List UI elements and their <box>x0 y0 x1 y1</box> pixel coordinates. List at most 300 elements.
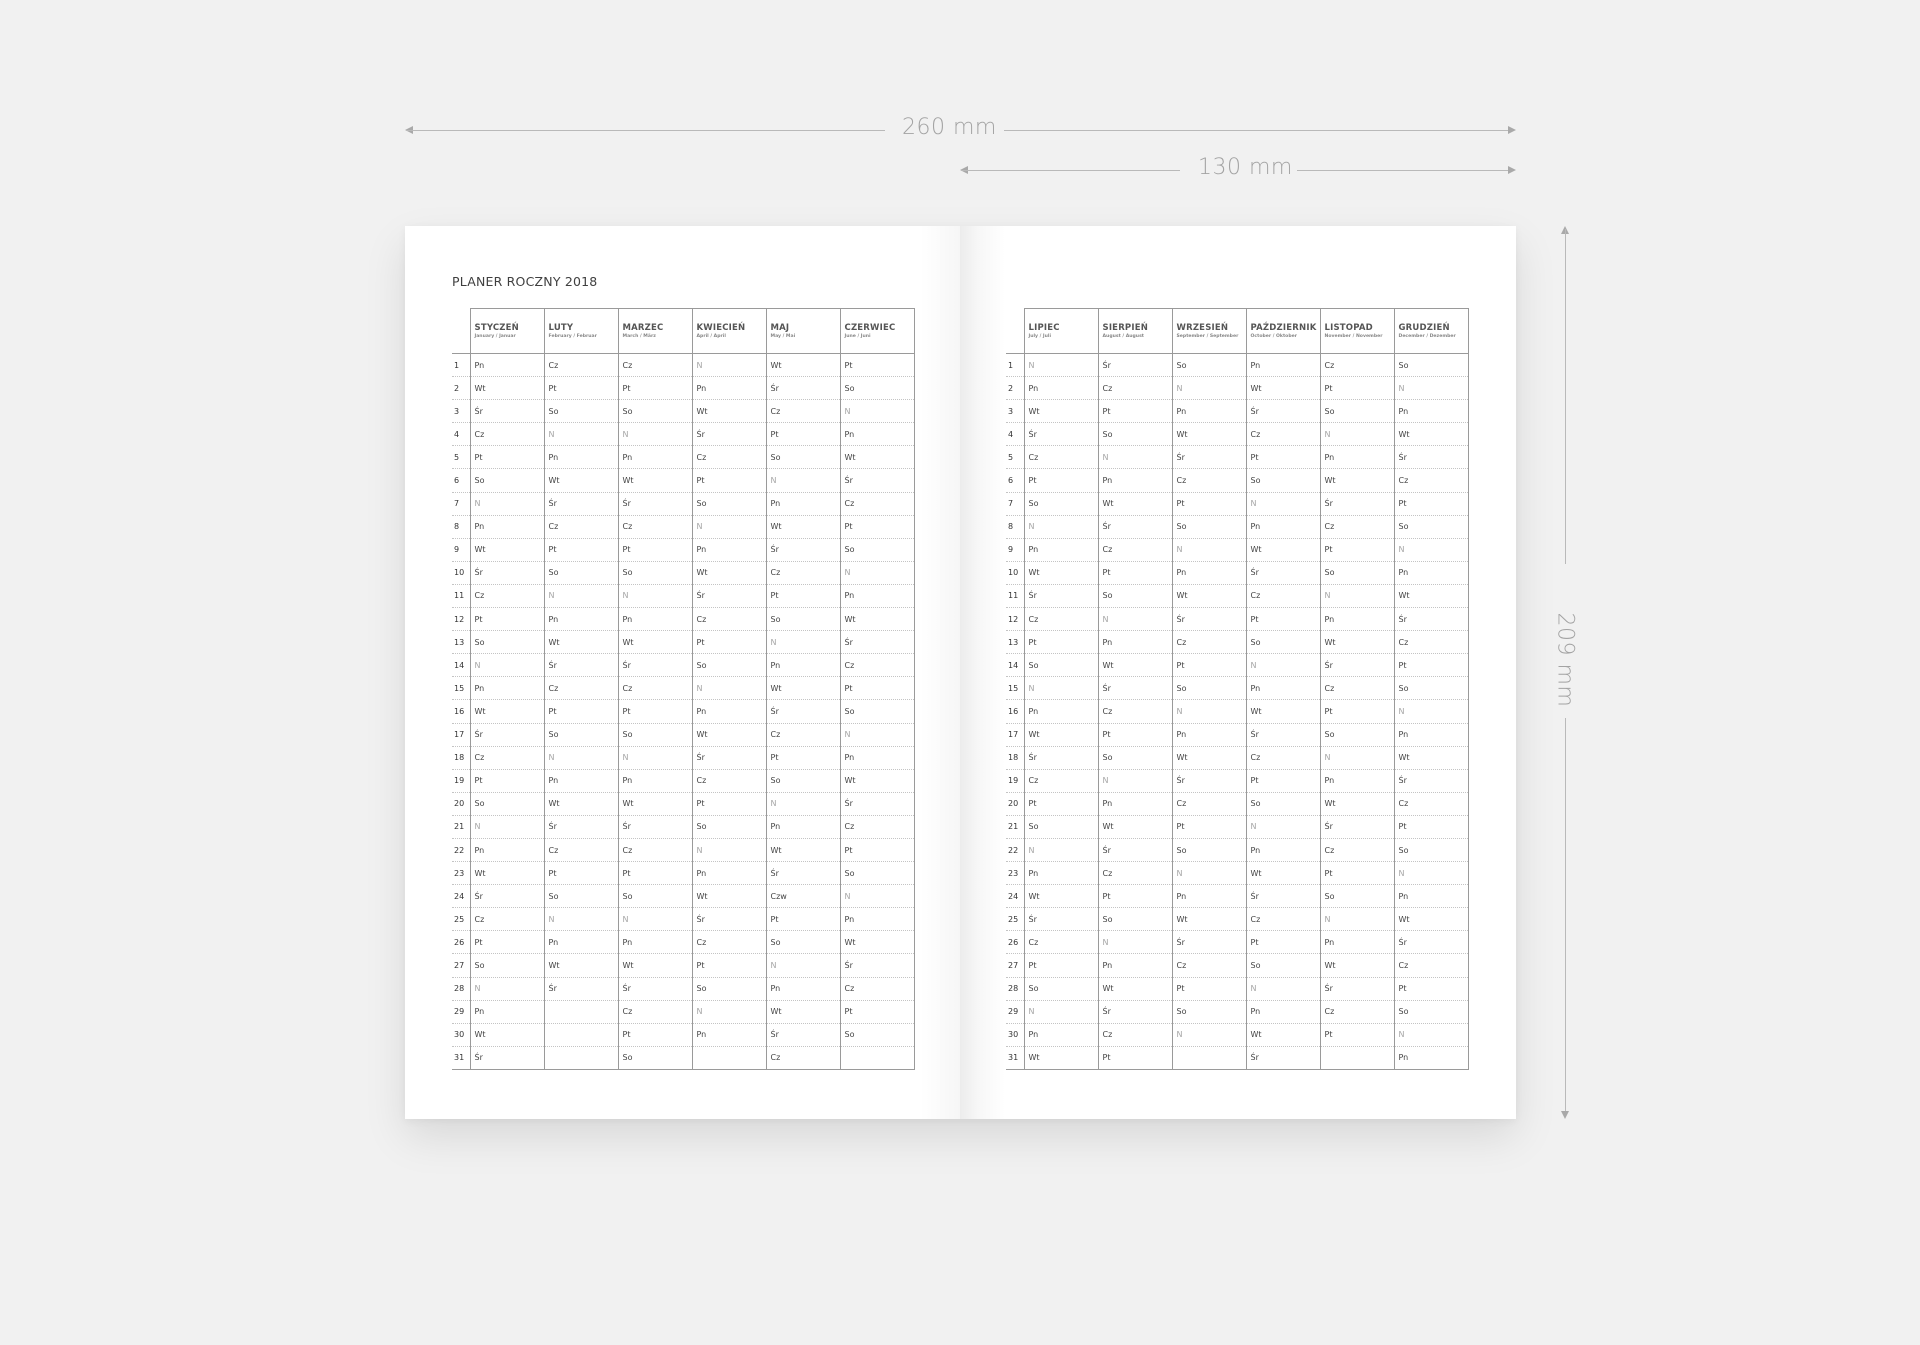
weekday-cell[interactable]: Śr <box>618 492 692 515</box>
weekday-cell[interactable]: Śr <box>1024 584 1098 607</box>
weekday-cell[interactable]: Pn <box>618 931 692 954</box>
weekday-cell[interactable]: N <box>1098 608 1172 631</box>
weekday-cell[interactable]: Wt <box>766 354 840 377</box>
weekday-cell[interactable] <box>544 1046 618 1069</box>
weekday-cell[interactable]: Pt <box>1320 377 1394 400</box>
weekday-cell[interactable]: Czw <box>766 885 840 908</box>
weekday-cell[interactable]: Pt <box>1098 400 1172 423</box>
weekday-cell[interactable]: So <box>1394 354 1468 377</box>
weekday-cell[interactable]: N <box>544 423 618 446</box>
weekday-cell[interactable]: Pt <box>1024 469 1098 492</box>
weekday-cell[interactable]: Cz <box>1098 700 1172 723</box>
weekday-cell[interactable]: So <box>1394 1000 1468 1023</box>
weekday-cell[interactable]: Pn <box>1172 885 1246 908</box>
weekday-cell[interactable]: N <box>1172 538 1246 561</box>
weekday-cell[interactable]: Pt <box>470 931 544 954</box>
weekday-cell[interactable]: Śr <box>840 954 914 977</box>
weekday-cell[interactable]: Śr <box>618 815 692 838</box>
weekday-cell[interactable]: Wt <box>1394 908 1468 931</box>
weekday-cell[interactable]: Cz <box>1320 1000 1394 1023</box>
weekday-cell[interactable]: Pt <box>766 746 840 769</box>
weekday-cell[interactable]: Pt <box>618 862 692 885</box>
weekday-cell[interactable]: Śr <box>1024 423 1098 446</box>
weekday-cell[interactable]: Śr <box>1246 885 1320 908</box>
weekday-cell[interactable]: So <box>544 723 618 746</box>
weekday-cell[interactable]: Wt <box>692 561 766 584</box>
weekday-cell[interactable]: Śr <box>470 723 544 746</box>
weekday-cell[interactable]: So <box>840 377 914 400</box>
weekday-cell[interactable]: So <box>1320 561 1394 584</box>
weekday-cell[interactable] <box>544 1000 618 1023</box>
weekday-cell[interactable]: So <box>1320 400 1394 423</box>
weekday-cell[interactable]: Śr <box>1320 654 1394 677</box>
weekday-cell[interactable]: So <box>1172 1000 1246 1023</box>
weekday-cell[interactable]: So <box>1024 977 1098 1000</box>
weekday-cell[interactable]: N <box>544 908 618 931</box>
weekday-cell[interactable]: Wt <box>840 931 914 954</box>
weekday-cell[interactable]: N <box>766 954 840 977</box>
weekday-cell[interactable]: Pn <box>1098 792 1172 815</box>
weekday-cell[interactable]: Wt <box>1098 654 1172 677</box>
weekday-cell[interactable]: Pt <box>1394 492 1468 515</box>
weekday-cell[interactable]: Cz <box>1024 769 1098 792</box>
weekday-cell[interactable]: Cz <box>618 677 692 700</box>
weekday-cell[interactable]: Pn <box>1320 769 1394 792</box>
weekday-cell[interactable]: Pn <box>1024 862 1098 885</box>
weekday-cell[interactable]: So <box>840 700 914 723</box>
weekday-cell[interactable]: Pt <box>1024 631 1098 654</box>
weekday-cell[interactable]: So <box>766 608 840 631</box>
weekday-cell[interactable]: Pt <box>618 700 692 723</box>
weekday-cell[interactable]: Pt <box>1320 1023 1394 1046</box>
weekday-cell[interactable]: N <box>1024 677 1098 700</box>
weekday-cell[interactable]: Śr <box>1098 838 1172 861</box>
weekday-cell[interactable]: Śr <box>470 1046 544 1069</box>
weekday-cell[interactable]: So <box>1320 885 1394 908</box>
weekday-cell[interactable]: Pn <box>470 838 544 861</box>
weekday-cell[interactable]: N <box>1246 492 1320 515</box>
weekday-cell[interactable]: Wt <box>1098 815 1172 838</box>
weekday-cell[interactable]: N <box>618 908 692 931</box>
weekday-cell[interactable]: Śr <box>766 700 840 723</box>
weekday-cell[interactable]: Cz <box>1320 838 1394 861</box>
weekday-cell[interactable]: N <box>692 677 766 700</box>
weekday-cell[interactable]: Pt <box>1024 792 1098 815</box>
weekday-cell[interactable]: Pn <box>1320 608 1394 631</box>
weekday-cell[interactable]: Wt <box>1320 631 1394 654</box>
weekday-cell[interactable]: N <box>1320 746 1394 769</box>
weekday-cell[interactable]: Wt <box>766 1000 840 1023</box>
weekday-cell[interactable]: Pn <box>1246 354 1320 377</box>
weekday-cell[interactable]: Wt <box>1320 792 1394 815</box>
weekday-cell[interactable]: Śr <box>1394 769 1468 792</box>
weekday-cell[interactable]: N <box>1394 1023 1468 1046</box>
weekday-cell[interactable]: N <box>1172 862 1246 885</box>
weekday-cell[interactable]: N <box>470 654 544 677</box>
weekday-cell[interactable]: Cz <box>766 561 840 584</box>
weekday-cell[interactable]: Cz <box>1172 792 1246 815</box>
weekday-cell[interactable]: N <box>1024 515 1098 538</box>
weekday-cell[interactable]: Pn <box>766 492 840 515</box>
weekday-cell[interactable]: Pt <box>840 838 914 861</box>
weekday-cell[interactable]: Śr <box>1098 515 1172 538</box>
weekday-cell[interactable]: Pn <box>1246 838 1320 861</box>
weekday-cell[interactable]: Cz <box>1246 746 1320 769</box>
weekday-cell[interactable]: Śr <box>840 469 914 492</box>
weekday-cell[interactable]: N <box>1320 584 1394 607</box>
weekday-cell[interactable]: Pt <box>618 538 692 561</box>
weekday-cell[interactable]: Pn <box>618 769 692 792</box>
weekday-cell[interactable]: Cz <box>1246 584 1320 607</box>
weekday-cell[interactable]: Pt <box>1098 723 1172 746</box>
weekday-cell[interactable]: Pt <box>1246 769 1320 792</box>
weekday-cell[interactable]: N <box>766 792 840 815</box>
weekday-cell[interactable]: Cz <box>544 677 618 700</box>
weekday-cell[interactable]: Wt <box>1320 954 1394 977</box>
weekday-cell[interactable]: Cz <box>470 584 544 607</box>
weekday-cell[interactable]: Pn <box>1394 1046 1468 1069</box>
weekday-cell[interactable]: Cz <box>1394 792 1468 815</box>
weekday-cell[interactable]: Pt <box>692 631 766 654</box>
weekday-cell[interactable]: So <box>1024 654 1098 677</box>
weekday-cell[interactable]: N <box>1246 815 1320 838</box>
weekday-cell[interactable]: Pn <box>470 677 544 700</box>
weekday-cell[interactable]: Śr <box>840 631 914 654</box>
weekday-cell[interactable]: Pt <box>1172 977 1246 1000</box>
weekday-cell[interactable]: Pn <box>1098 469 1172 492</box>
weekday-cell[interactable]: So <box>1246 631 1320 654</box>
weekday-cell[interactable]: Cz <box>1098 1023 1172 1046</box>
weekday-cell[interactable]: N <box>470 977 544 1000</box>
weekday-cell[interactable]: N <box>692 838 766 861</box>
weekday-cell[interactable]: Pt <box>470 608 544 631</box>
weekday-cell[interactable]: Pt <box>692 792 766 815</box>
weekday-cell[interactable]: So <box>840 538 914 561</box>
weekday-cell[interactable]: Wt <box>1246 700 1320 723</box>
weekday-cell[interactable]: Śr <box>1320 815 1394 838</box>
weekday-cell[interactable]: Pn <box>840 908 914 931</box>
weekday-cell[interactable]: Cz <box>1024 931 1098 954</box>
weekday-cell[interactable]: Śr <box>1172 446 1246 469</box>
weekday-cell[interactable]: Pn <box>840 746 914 769</box>
weekday-cell[interactable]: Cz <box>1246 423 1320 446</box>
weekday-cell[interactable]: Śr <box>1246 400 1320 423</box>
weekday-cell[interactable]: N <box>1172 377 1246 400</box>
weekday-cell[interactable]: Pt <box>1246 446 1320 469</box>
weekday-cell[interactable]: Cz <box>544 515 618 538</box>
weekday-cell[interactable]: Wt <box>1172 908 1246 931</box>
weekday-cell[interactable]: Pn <box>840 584 914 607</box>
weekday-cell[interactable]: Pn <box>692 377 766 400</box>
weekday-cell[interactable]: So <box>692 977 766 1000</box>
weekday-cell[interactable]: Wt <box>470 1023 544 1046</box>
weekday-cell[interactable]: Cz <box>840 654 914 677</box>
weekday-cell[interactable]: So <box>692 654 766 677</box>
weekday-cell[interactable]: Pn <box>1172 400 1246 423</box>
weekday-cell[interactable]: Pt <box>840 1000 914 1023</box>
weekday-cell[interactable]: So <box>766 931 840 954</box>
weekday-cell[interactable]: Pt <box>470 446 544 469</box>
weekday-cell[interactable]: Cz <box>1394 469 1468 492</box>
weekday-cell[interactable] <box>1320 1046 1394 1069</box>
weekday-cell[interactable]: Śr <box>1098 677 1172 700</box>
weekday-cell[interactable]: Wt <box>1024 885 1098 908</box>
weekday-cell[interactable]: Śr <box>766 862 840 885</box>
weekday-cell[interactable]: So <box>470 792 544 815</box>
weekday-cell[interactable]: Cz <box>618 838 692 861</box>
weekday-cell[interactable]: Pn <box>1246 1000 1320 1023</box>
weekday-cell[interactable]: Cz <box>1320 515 1394 538</box>
weekday-cell[interactable]: Cz <box>470 746 544 769</box>
weekday-cell[interactable]: Pn <box>692 862 766 885</box>
weekday-cell[interactable]: Pt <box>1246 608 1320 631</box>
weekday-cell[interactable]: Cz <box>1098 538 1172 561</box>
weekday-cell[interactable]: Pn <box>1394 400 1468 423</box>
weekday-cell[interactable]: Pt <box>840 677 914 700</box>
weekday-cell[interactable]: So <box>618 723 692 746</box>
weekday-cell[interactable]: So <box>1098 908 1172 931</box>
weekday-cell[interactable]: Pn <box>1024 538 1098 561</box>
weekday-cell[interactable]: Cz <box>618 354 692 377</box>
weekday-cell[interactable]: Pn <box>1024 700 1098 723</box>
weekday-cell[interactable]: Śr <box>1320 977 1394 1000</box>
weekday-cell[interactable]: Cz <box>692 931 766 954</box>
weekday-cell[interactable]: So <box>1172 838 1246 861</box>
weekday-cell[interactable]: N <box>470 815 544 838</box>
weekday-cell[interactable]: Cz <box>692 446 766 469</box>
weekday-cell[interactable]: Śr <box>766 1023 840 1046</box>
weekday-cell[interactable]: Pn <box>1320 931 1394 954</box>
weekday-cell[interactable]: Wt <box>1394 746 1468 769</box>
weekday-cell[interactable]: Pt <box>1394 977 1468 1000</box>
weekday-cell[interactable]: Pn <box>1172 723 1246 746</box>
weekday-cell[interactable]: Śr <box>692 584 766 607</box>
weekday-cell[interactable]: So <box>766 769 840 792</box>
weekday-cell[interactable]: Śr <box>1320 492 1394 515</box>
weekday-cell[interactable]: N <box>692 1000 766 1023</box>
weekday-cell[interactable]: Cz <box>1320 677 1394 700</box>
weekday-cell[interactable]: So <box>692 815 766 838</box>
weekday-cell[interactable]: So <box>1098 746 1172 769</box>
weekday-cell[interactable]: Pn <box>470 515 544 538</box>
weekday-cell[interactable]: Cz <box>1098 377 1172 400</box>
weekday-cell[interactable]: Pt <box>544 862 618 885</box>
weekday-cell[interactable]: Cz <box>1394 631 1468 654</box>
weekday-cell[interactable]: N <box>1024 354 1098 377</box>
weekday-cell[interactable]: Pn <box>470 354 544 377</box>
weekday-cell[interactable]: Pn <box>544 931 618 954</box>
weekday-cell[interactable]: Pt <box>766 423 840 446</box>
weekday-cell[interactable]: Pn <box>544 608 618 631</box>
weekday-cell[interactable]: Pn <box>1394 561 1468 584</box>
weekday-cell[interactable]: Wt <box>1172 584 1246 607</box>
weekday-cell[interactable]: Śr <box>544 815 618 838</box>
weekday-cell[interactable]: So <box>1172 354 1246 377</box>
weekday-cell[interactable]: Pt <box>1320 862 1394 885</box>
weekday-cell[interactable]: Wt <box>840 446 914 469</box>
weekday-cell[interactable]: So <box>1246 792 1320 815</box>
weekday-cell[interactable]: Pt <box>618 1023 692 1046</box>
weekday-cell[interactable]: N <box>692 354 766 377</box>
weekday-cell[interactable]: Wt <box>1246 862 1320 885</box>
weekday-cell[interactable]: Pn <box>692 1023 766 1046</box>
weekday-cell[interactable]: Pt <box>1024 954 1098 977</box>
weekday-cell[interactable]: So <box>618 400 692 423</box>
weekday-cell[interactable]: Wt <box>1024 400 1098 423</box>
weekday-cell[interactable]: Cz <box>1172 954 1246 977</box>
weekday-cell[interactable]: Śr <box>1246 561 1320 584</box>
weekday-cell[interactable]: Pt <box>840 515 914 538</box>
weekday-cell[interactable]: Śr <box>618 654 692 677</box>
weekday-cell[interactable]: N <box>1246 654 1320 677</box>
weekday-cell[interactable]: N <box>1394 377 1468 400</box>
weekday-cell[interactable]: Śr <box>1024 746 1098 769</box>
weekday-cell[interactable]: Pt <box>766 908 840 931</box>
weekday-cell[interactable]: Cz <box>840 815 914 838</box>
weekday-cell[interactable]: Pt <box>840 354 914 377</box>
weekday-cell[interactable]: Śr <box>692 746 766 769</box>
weekday-cell[interactable]: Pn <box>840 423 914 446</box>
weekday-cell[interactable]: Pn <box>618 446 692 469</box>
weekday-cell[interactable]: So <box>1024 492 1098 515</box>
weekday-cell[interactable]: Wt <box>618 631 692 654</box>
weekday-cell[interactable]: Śr <box>1172 931 1246 954</box>
weekday-cell[interactable]: Cz <box>692 769 766 792</box>
weekday-cell[interactable]: So <box>1320 723 1394 746</box>
weekday-cell[interactable]: Cz <box>1246 908 1320 931</box>
weekday-cell[interactable]: Pt <box>1098 1046 1172 1069</box>
weekday-cell[interactable]: So <box>618 1046 692 1069</box>
weekday-cell[interactable]: Śr <box>1394 446 1468 469</box>
weekday-cell[interactable]: Pn <box>1246 677 1320 700</box>
weekday-cell[interactable]: Pn <box>470 1000 544 1023</box>
weekday-cell[interactable]: Pt <box>766 584 840 607</box>
weekday-cell[interactable]: So <box>840 1023 914 1046</box>
weekday-cell[interactable]: Wt <box>544 792 618 815</box>
weekday-cell[interactable]: So <box>618 561 692 584</box>
weekday-cell[interactable]: Pt <box>1098 885 1172 908</box>
weekday-cell[interactable]: Cz <box>1320 354 1394 377</box>
weekday-cell[interactable]: Śr <box>1098 1000 1172 1023</box>
weekday-cell[interactable]: Pn <box>1098 954 1172 977</box>
weekday-cell[interactable]: Cz <box>1024 608 1098 631</box>
weekday-cell[interactable]: Pn <box>692 538 766 561</box>
weekday-cell[interactable]: Wt <box>840 608 914 631</box>
weekday-cell[interactable]: Wt <box>840 769 914 792</box>
weekday-cell[interactable]: Pn <box>544 446 618 469</box>
weekday-cell[interactable]: Pt <box>1172 815 1246 838</box>
weekday-cell[interactable]: Pn <box>1024 377 1098 400</box>
weekday-cell[interactable]: Pt <box>692 469 766 492</box>
weekday-cell[interactable]: So <box>1394 838 1468 861</box>
weekday-cell[interactable]: Śr <box>766 538 840 561</box>
weekday-cell[interactable]: Cz <box>766 400 840 423</box>
weekday-cell[interactable]: Śr <box>1098 354 1172 377</box>
weekday-cell[interactable]: Cz <box>618 515 692 538</box>
weekday-cell[interactable]: Pt <box>1098 561 1172 584</box>
weekday-cell[interactable]: Cz <box>470 908 544 931</box>
weekday-cell[interactable]: N <box>1098 446 1172 469</box>
weekday-cell[interactable]: N <box>1246 977 1320 1000</box>
weekday-cell[interactable]: So <box>470 631 544 654</box>
weekday-cell[interactable]: Pn <box>766 977 840 1000</box>
weekday-cell[interactable]: So <box>1172 677 1246 700</box>
weekday-cell[interactable]: Cz <box>544 354 618 377</box>
weekday-cell[interactable]: Cz <box>1098 862 1172 885</box>
weekday-cell[interactable]: Śr <box>1024 908 1098 931</box>
weekday-cell[interactable]: N <box>470 492 544 515</box>
weekday-cell[interactable]: Pt <box>544 700 618 723</box>
weekday-cell[interactable]: Wt <box>618 792 692 815</box>
weekday-cell[interactable]: Śr <box>544 492 618 515</box>
weekday-cell[interactable]: N <box>840 885 914 908</box>
weekday-cell[interactable]: Śr <box>766 377 840 400</box>
weekday-cell[interactable]: Śr <box>618 977 692 1000</box>
weekday-cell[interactable]: Wt <box>544 631 618 654</box>
weekday-cell[interactable]: Pn <box>1320 446 1394 469</box>
weekday-cell[interactable]: Śr <box>470 885 544 908</box>
weekday-cell[interactable]: Śr <box>1172 608 1246 631</box>
weekday-cell[interactable]: Wt <box>1024 1046 1098 1069</box>
weekday-cell[interactable]: Pt <box>544 538 618 561</box>
weekday-cell[interactable]: N <box>766 631 840 654</box>
weekday-cell[interactable]: Cz <box>1024 446 1098 469</box>
weekday-cell[interactable]: Wt <box>1246 538 1320 561</box>
weekday-cell[interactable]: So <box>1098 423 1172 446</box>
weekday-cell[interactable]: N <box>544 584 618 607</box>
weekday-cell[interactable]: Wt <box>470 700 544 723</box>
weekday-cell[interactable]: Wt <box>766 515 840 538</box>
weekday-cell[interactable]: N <box>692 515 766 538</box>
weekday-cell[interactable]: Wt <box>1098 977 1172 1000</box>
weekday-cell[interactable]: N <box>544 746 618 769</box>
weekday-cell[interactable]: Wt <box>470 538 544 561</box>
weekday-cell[interactable]: Cz <box>692 608 766 631</box>
weekday-cell[interactable]: Śr <box>1246 1046 1320 1069</box>
weekday-cell[interactable]: Wt <box>544 954 618 977</box>
weekday-cell[interactable]: Pn <box>1394 723 1468 746</box>
weekday-cell[interactable]: Cz <box>766 1046 840 1069</box>
weekday-cell[interactable]: N <box>1320 423 1394 446</box>
weekday-cell[interactable]: N <box>1394 538 1468 561</box>
weekday-cell[interactable]: Śr <box>1172 769 1246 792</box>
weekday-cell[interactable]: So <box>692 492 766 515</box>
weekday-cell[interactable]: N <box>1394 862 1468 885</box>
weekday-cell[interactable]: So <box>1098 584 1172 607</box>
weekday-cell[interactable]: N <box>1098 931 1172 954</box>
weekday-cell[interactable]: Śr <box>470 400 544 423</box>
weekday-cell[interactable]: Cz <box>840 977 914 1000</box>
weekday-cell[interactable]: Cz <box>1394 954 1468 977</box>
weekday-cell[interactable] <box>840 1046 914 1069</box>
weekday-cell[interactable]: Wt <box>1320 469 1394 492</box>
weekday-cell[interactable]: Wt <box>1394 584 1468 607</box>
weekday-cell[interactable]: Wt <box>618 954 692 977</box>
weekday-cell[interactable]: So <box>470 469 544 492</box>
weekday-cell[interactable]: Wt <box>1024 561 1098 584</box>
weekday-cell[interactable]: Wt <box>470 377 544 400</box>
weekday-cell[interactable]: Cz <box>1172 631 1246 654</box>
weekday-cell[interactable]: So <box>544 400 618 423</box>
weekday-cell[interactable]: Pt <box>1246 931 1320 954</box>
weekday-cell[interactable] <box>1172 1046 1246 1069</box>
weekday-cell[interactable]: N <box>1098 769 1172 792</box>
weekday-cell[interactable]: Wt <box>1024 723 1098 746</box>
weekday-cell[interactable]: Pn <box>1024 1023 1098 1046</box>
weekday-cell[interactable]: Śr <box>544 654 618 677</box>
weekday-cell[interactable]: Pt <box>1320 700 1394 723</box>
weekday-cell[interactable]: Śr <box>1246 723 1320 746</box>
